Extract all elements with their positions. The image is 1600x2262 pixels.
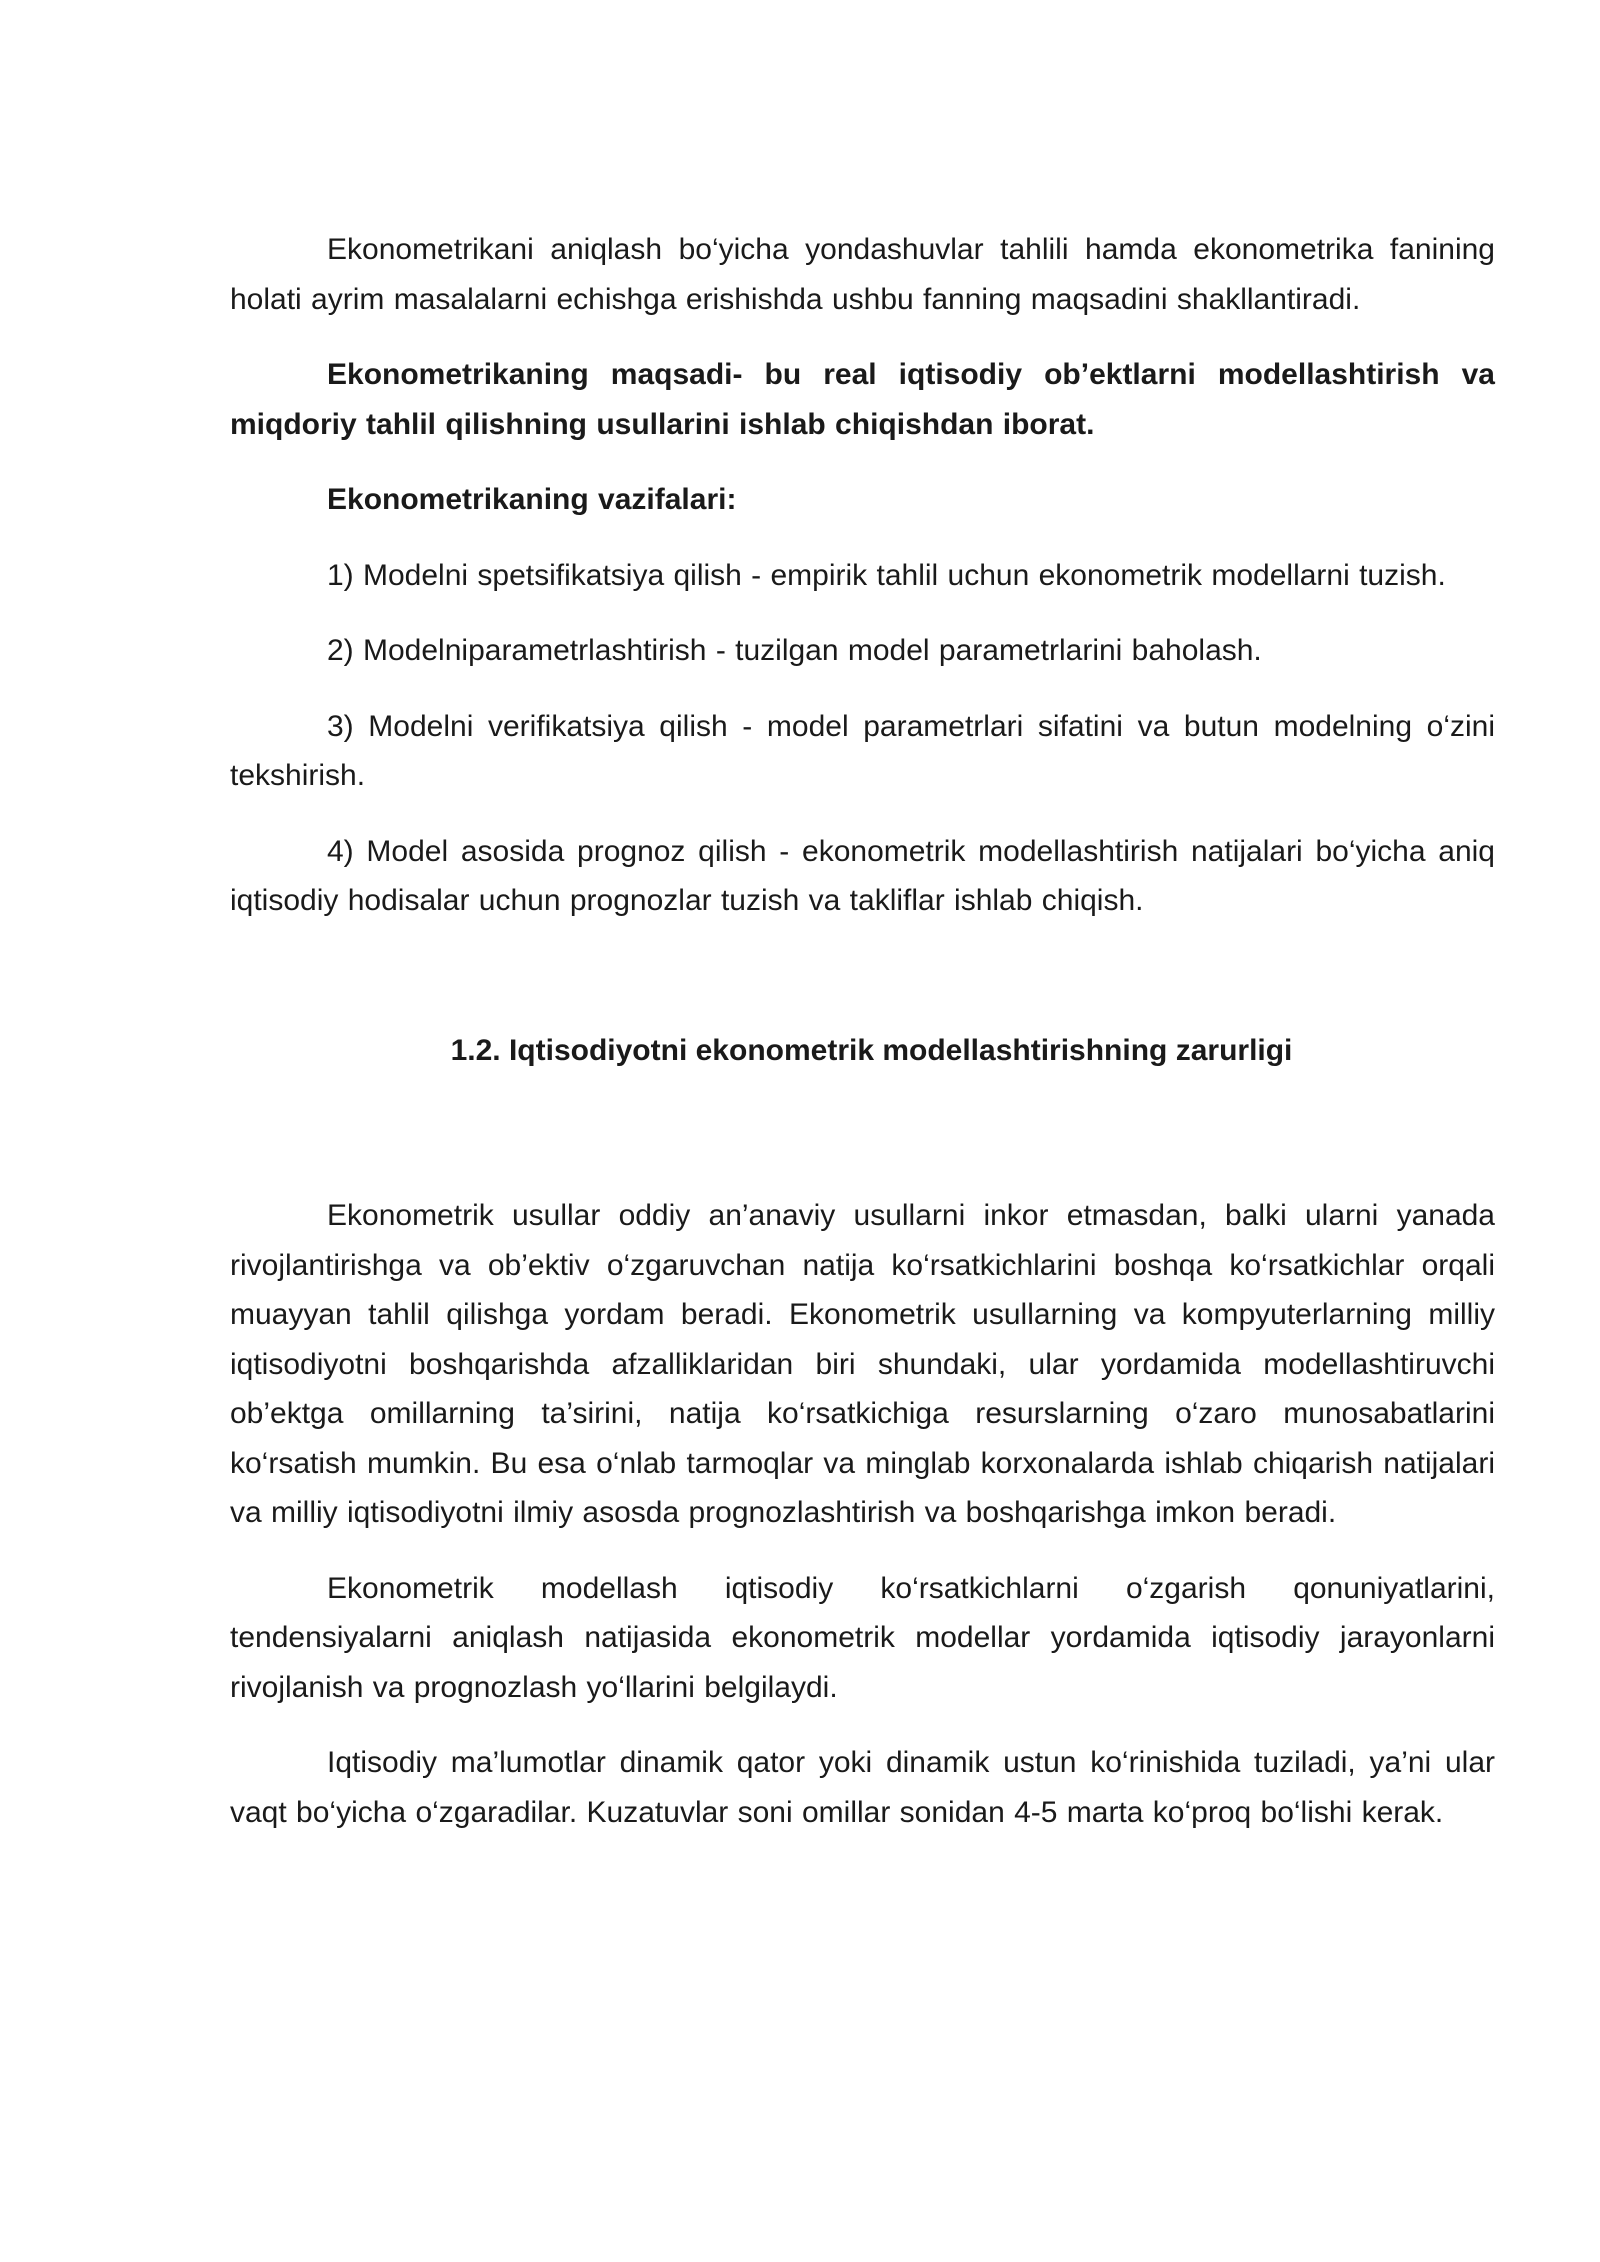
task-item-2: 2) Modelniparametrlashtirish - tuzilgan model parametrlarini baholash. (327, 634, 1262, 667)
task-item-4: 4) Model asosida prognoz qilish - ekonometrik modellashtirish natijalari bo‘yicha aniq iqtisodiy hodisalar uchun prognozlar tuzish va takliflar ishlab chiqish. (230, 834, 1495, 917)
task-item-3: 3) Modelni verifikatsiya qilish - model parametrlari sifatini va butun modelning o‘zini tekshirish. (230, 709, 1495, 792)
paragraph-intro: Ekonometrikani aniqlash bo‘yicha yondashuvlar tahlili hamda ekonometrika fanining holati ayrim masalalarni echishga erishishda ushbu fanning maqsadini shakllantiradi. (230, 233, 1495, 316)
paragraph-data: Iqtisodiy ma’lumotlar dinamik qator yoki dinamik ustun ko‘rinishida tuziladi, ya’ni ular vaqt bo‘yicha o‘zgaradilar. Kuzatuvlar soni omillar sonidan 4-5 marta ko‘proq bo‘lishi kerak. (230, 1746, 1495, 1829)
paragraph-modelling: Ekonometrik modellash iqtisodiy ko‘rsatkichlarni o‘zgarish qonuniyatlarini, tendensiyalarni aniqlash natijasida ekonometrik modellar yordamida iqtisodiy jarayonlarni rivojlanish va prognozlash yo‘llarini belgilaydi. (230, 1571, 1495, 1704)
paragraph-goal: Ekonometrikaning maqsadi- bu real iqtisodiy ob’ektlarni modellashtirish va miqdoriy tahlil qilishning usullarini ishlab chiqishdan iborat. (230, 358, 1495, 441)
tasks-title: Ekonometrikaning vazifalari: (327, 483, 737, 516)
task-item-1: 1) Modelni spetsifikatsiya qilish - empirik tahlil uchun ekonometrik modellarni tuzish. (327, 558, 1446, 592)
section-heading: 1.2. Iqtisodiyotni ekonometrik modellashtirishning zarurligi (450, 1033, 1293, 1067)
paragraph-methods: Ekonometrik usullar oddiy an’anaviy usullarni inkor etmasdan, balki ularni yanada rivojlantirishga va ob’ektiv o‘zgaruvchan natija ko‘rsatkichlarini boshqa ko‘rsatkichlar orqali muayyan tahlil qilishga yordam beradi. Ekonometrik usullarning va kompyuterlarning milliy iqtisodiyotni boshqarishda afzalliklaridan biri shundaki, ular yordamida modellashtiruvchi ob’ektga omillarning ta’sirini, natija ko‘rsatkichiga resurslarning o‘zaro munosabatlarini ko‘rsatish mumkin. Bu esa o‘nlab tarmoqlar va minglab korxonalarda ishlab chiqarish natijalari va milliy iqtisodiyotni ilmiy asosda prognozlashtirish va boshqarishga imkon beradi. (230, 1199, 1495, 1529)
page-content (230, 225, 1495, 1837)
